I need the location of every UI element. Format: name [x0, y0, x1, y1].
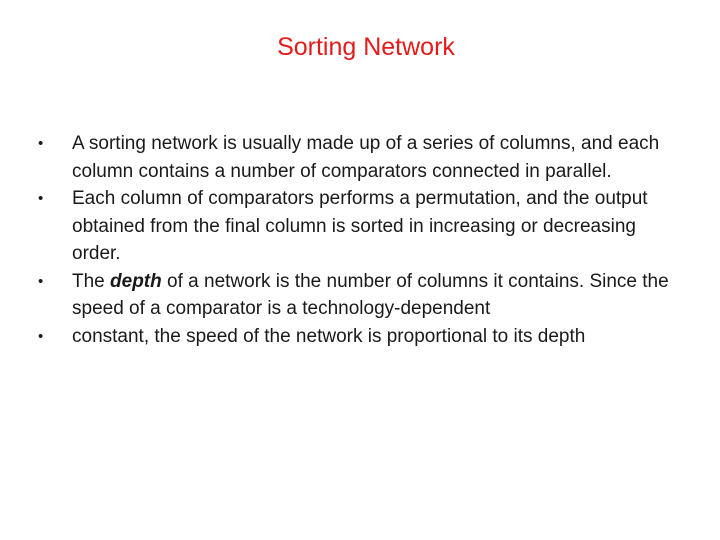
- bullet-list: [38, 130, 688, 350]
- bullet-text: Each column of comparators performs a permutation, and the output obtained from the final column is sorted in increasing or decreasing order.: [72, 188, 648, 264]
- bullet-text: A sorting network is usually made up of a series of columns, and each column contains a number of comparators connected in parallel.: [72, 133, 660, 182]
- bullet-item: [38, 130, 688, 185]
- bullet-text: constant, the speed of the network is proportional to its depth: [72, 325, 586, 347]
- bullet-item: [38, 185, 688, 268]
- bullet-marker: •: [38, 135, 44, 152]
- bullet-item: [38, 323, 688, 351]
- bullet-marker: •: [38, 272, 44, 290]
- bullet-marker: •: [38, 327, 44, 345]
- depth-term: depth: [110, 270, 162, 292]
- bullet-text-after: of a network is the number of columns it contains. Since the speed of a comparator is a technology-dependent: [72, 270, 669, 319]
- bullet-text: [72, 271, 669, 320]
- bullet-item: [38, 268, 688, 323]
- bullet-marker: •: [38, 190, 44, 207]
- slide-title: Sorting Network: [277, 33, 455, 61]
- bullet-text-before: The: [72, 270, 111, 292]
